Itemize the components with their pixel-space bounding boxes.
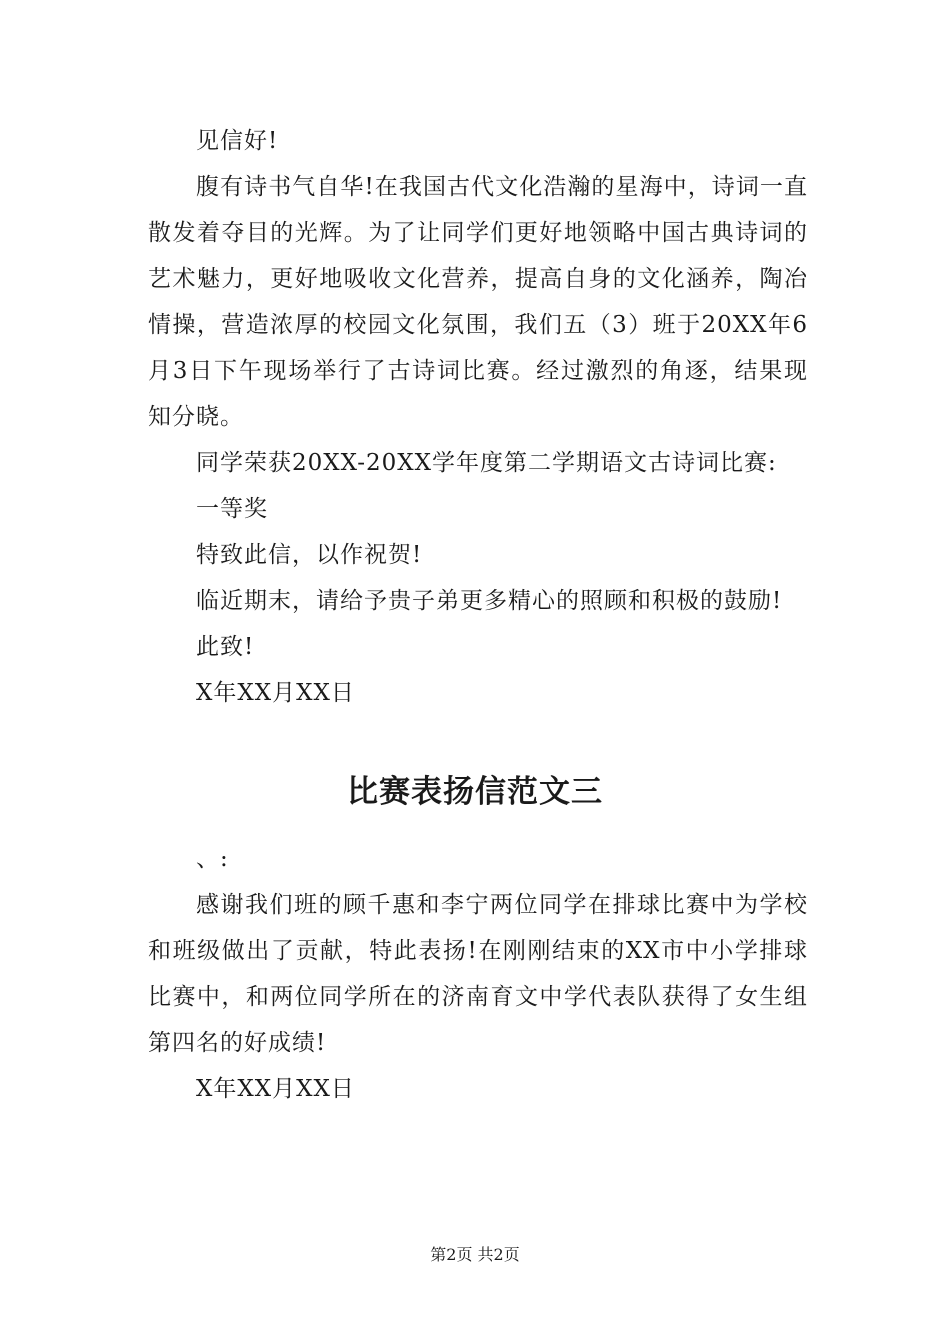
letter-one-body bbox=[148, 118, 808, 716]
main-paragraph: 腹有诗书气自华!在我国古代文化浩瀚的星海中，诗词一直散发着夺目的光辉。为了让同学们更好地领略中国古典诗词的艺术魅力，更好地吸收文化营养，提高自身的文化涵养，陶冶情操，营造浓厚的校园文化氛围，我们五（3）班于20XX年6月3日下午现场举行了古诗词比赛。经过激烈的角逐，结果现知分晓。 bbox=[148, 174, 808, 430]
date-line: X年XX月XX日 bbox=[196, 680, 355, 706]
congratulation-line: 特致此信，以作祝贺! bbox=[196, 542, 423, 568]
date-line: X年XX月XX日 bbox=[196, 1076, 355, 1102]
request-paragraph: 临近期末，请给予贵子弟更多精心的照顾和积极的鼓励! bbox=[196, 588, 783, 614]
closing-line: 此致! bbox=[196, 634, 255, 660]
praise-paragraph: 感谢我们班的顾千惠和李宁两位同学在排球比赛中为学校和班级做出了贡献，特此表扬!在刚刚结束的XX市中小学排球比赛中，和两位同学所在的济南育文中学代表队获得了女生组第四名的好成绩! bbox=[148, 892, 808, 1056]
page-footer: 第2页 共2页 bbox=[430, 1245, 520, 1264]
salutation-line: 、: bbox=[196, 846, 229, 872]
award-line: 一等奖 bbox=[196, 496, 268, 522]
letter-two-body bbox=[148, 836, 808, 1112]
section-title: 比赛表扬信范文三 bbox=[347, 774, 603, 810]
greeting-line: 见信好! bbox=[196, 128, 279, 154]
award-intro-paragraph: 同学荣获20XX-20XX学年度第二学期语文古诗词比赛: bbox=[196, 450, 777, 476]
